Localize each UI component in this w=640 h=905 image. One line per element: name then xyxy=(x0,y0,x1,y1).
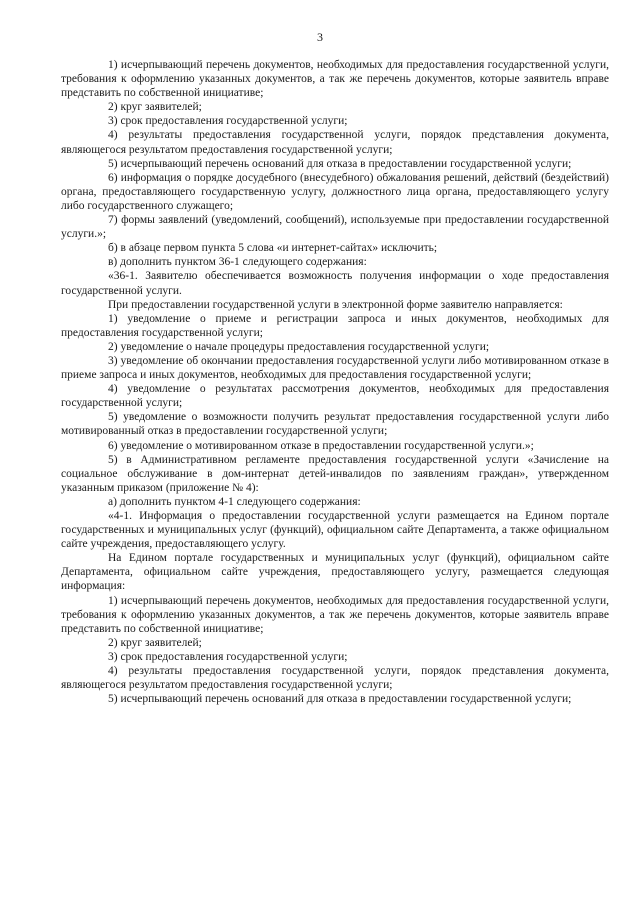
paragraph: 2) круг заявителей; xyxy=(108,101,202,114)
document-body xyxy=(61,58,609,706)
paragraph: 5) исчерпывающий перечень оснований для отказа в предоставлении государственной услуги; xyxy=(108,693,572,706)
paragraph: 2) круг заявителей; xyxy=(108,636,202,649)
paragraph: «36-1. Заявителю обеспечивается возможность получения информации о ходе предоставления государственной услуги. xyxy=(61,270,609,297)
paragraph: 6) уведомление о мотивированном отказе в предоставлении государственной услуги.»; xyxy=(108,439,534,452)
paragraph: 4) уведомление о результатах рассмотрения документов, необходимых для предоставления государственной услуги; xyxy=(61,383,609,410)
paragraph: 3) уведомление об окончании предоставления государственной услуги либо мотивированном отказе в приеме запроса и иных документов, необходимых для предоставления государственной услуги; xyxy=(61,354,609,382)
paragraph: На Едином портале государственных и муниципальных услуг (функций), официальном сайте Департамента, официальном сайте учреждения, предоставляющего услугу, размещается следующая информация: xyxy=(61,552,609,593)
paragraph: 5) исчерпывающий перечень оснований для отказа в предоставлении государственной услуги; xyxy=(108,157,572,170)
paragraph: При предоставлении государственной услуги в электронной форме заявителю направляется: xyxy=(108,298,563,311)
paragraph: 1) уведомление о приеме и регистрации запроса и иных документов, необходимых для предоставления государственной услуги; xyxy=(61,312,609,339)
paragraph: 1) исчерпывающий перечень документов, необходимых для предоставления государственной услуги, требования к оформлению указанных документов, а так же перечень документов, которые заявитель вправе представить по собственной инициативе; xyxy=(61,59,609,100)
paragraph: 5) уведомление о возможности получить результат предоставления государственной услуги либо мотивированный отказ в предоставлении государственной услуги; xyxy=(61,411,609,438)
paragraph: 5) в Административном регламенте предоставления государственной услуги «Зачисление на социальное обслуживание в дом-интернат детей-инвалидов по заявлениям граждан», утвержденном указанным приказом (приложение № 4): xyxy=(61,453,609,494)
paragraph: 1) исчерпывающий перечень документов, необходимых для предоставления государственной услуги, требования к оформлению указанных документов, а так же перечень документов, которые заявитель вправе представить по собственной инициативе; xyxy=(61,594,609,635)
paragraph: 4) результаты предоставления государственной услуги, порядок представления документа, являющегося результатом предоставления государственной услуги; xyxy=(61,129,609,156)
paragraph: 7) формы заявлений (уведомлений, сообщений), используемые при предоставлении государственной услуги.»; xyxy=(61,214,609,241)
paragraph: б) в абзаце первом пункта 5 слова «и интернет-сайтах» исключить; xyxy=(108,242,438,255)
paragraph: 4) результаты предоставления государственной услуги, порядок представления документа, являющегося результатом предоставления государственной услуги; xyxy=(61,665,609,692)
paragraph: 2) уведомление о начале процедуры предоставления государственной услуги; xyxy=(108,340,490,353)
page-number: 3 xyxy=(317,30,323,44)
paragraph: 6) информация о порядке досудебного (внесудебного) обжалования решений, действий (бездействий) органа, предоставляющего государственную услугу, должностного лица органа, предоставляющего услугу либо государственного служащего; xyxy=(61,171,609,212)
paragraph: 3) срок предоставления государственной услуги; xyxy=(108,115,348,128)
paragraph: «4-1. Информация о предоставлении государственной услуги размещается на Едином портале государственных и муниципальных услуг (функций), официальном сайте Департамента, а также официальном сайте учреждения, предоставляющего услугу. xyxy=(61,510,609,551)
paragraph: 3) срок предоставления государственной услуги; xyxy=(108,650,348,663)
paragraph: в) дополнить пунктом 36-1 следующего содержания: xyxy=(108,256,367,269)
paragraph: а) дополнить пунктом 4-1 следующего содержания: xyxy=(108,495,361,508)
